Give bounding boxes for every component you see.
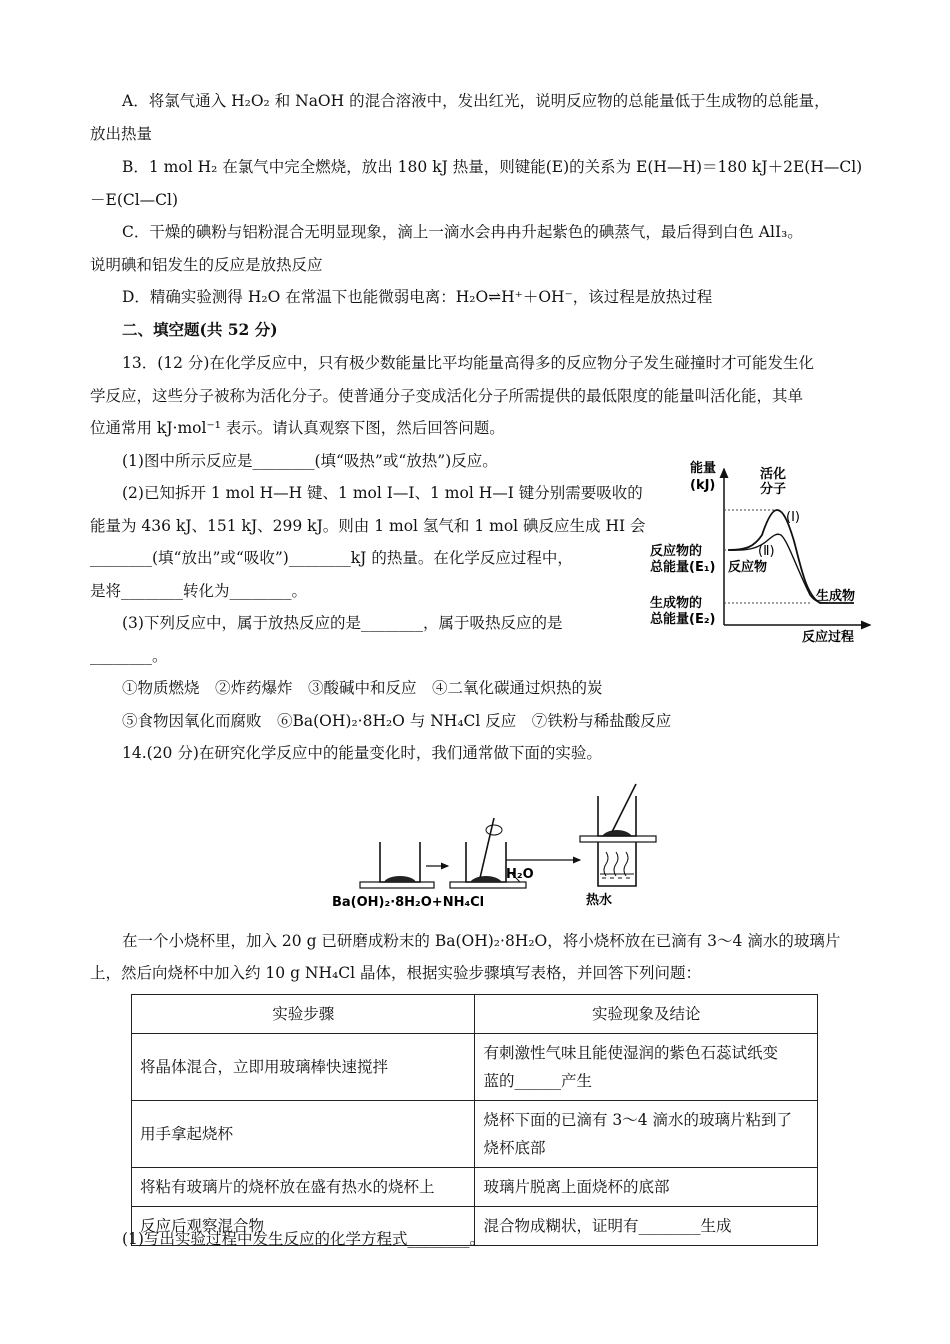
table-cell-result	[475, 1034, 818, 1101]
q14-intro: 14.(20 分)在研究化学反应中的能量变化时，我们通常做下面的实验。	[122, 744, 602, 762]
product-energy-label1: 生成物的	[650, 596, 703, 611]
q13-part2-line1: (2)已知拆开 1 mol H—H 键、1 mol I—I、1 mol H—I 键分别需要吸收的	[122, 484, 643, 502]
table-cell-text: 烧杯下面的已滴有 3～4 滴水的玻璃片粘到了	[483, 1111, 793, 1129]
q13-intro-line2: 学反应，这些分子被称为活化分子。使普通分子变成活化分子所需提供的最低限度的能量叫活化能，其单	[90, 387, 804, 405]
q13-intro-line1: 13．(12 分)在化学反应中，只有极少数能量比平均能量高得多的反应物分子发生碰撞时才可能发生化	[122, 354, 814, 372]
table-row	[132, 1168, 818, 1207]
table-cell-step: 反应后观察混合物	[132, 1207, 475, 1246]
product-energy-label2: 总能量(E₂)	[650, 612, 716, 627]
q14-body-line2: 上，然后向烧杯中加入约 10 g NH₄Cl 晶体，根据实验步骤填写表格，并回答下列问题：	[90, 964, 701, 982]
option-b-line2: －E(Cl—Cl)	[90, 191, 179, 209]
table-cell-step: 用手拿起烧杯	[132, 1101, 475, 1168]
table-header-result: 实验现象及结论	[475, 995, 818, 1034]
x-axis-label: 反应过程	[802, 630, 855, 645]
table-row	[132, 1101, 818, 1168]
q14-body-line1: 在一个小烧杯里，加入 20 g 已研磨成粉末的 Ba(OH)₂·8H₂O，将小烧杯放在已滴有 3～4 滴水的玻璃片	[122, 932, 841, 950]
q13-part1: (1)图中所示反应是________(填“吸热”或“放热”)反应。	[122, 452, 498, 470]
peak-label-line1: 活化	[760, 467, 787, 482]
option-c-line1: C．干燥的碘粉与铝粉混合无明显现象，滴上一滴水会冉冉升起紫色的碘蒸气，最后得到白色 AlI₃。	[122, 223, 803, 241]
option-d-line: D．精确实验测得 H₂O 在常温下也能微弱电离：H₂O⇌H⁺＋OH⁻，该过程是放热过程	[122, 288, 713, 306]
experiment-table	[131, 994, 818, 1246]
table-cell-step: 将晶体混合，立即用玻璃棒快速搅拌	[132, 1034, 475, 1101]
water-label: H₂O	[506, 867, 534, 882]
section-heading: 二、填空题(共 52 分)	[122, 320, 278, 339]
reactant-energy-label1: 反应物的	[650, 544, 703, 559]
y-axis-unit: (kJ)	[690, 478, 716, 493]
table-header-row	[132, 995, 818, 1034]
q13-options-line2: ⑤食物因氧化而腐败 ⑥Ba(OH)₂·8H₂O 与 NH₄Cl 反应 ⑦铁粉与稀盐酸反应	[122, 712, 672, 730]
table-cell-result: 玻璃片脱离上面烧杯的底部	[475, 1168, 818, 1207]
curve-label-1: (Ⅰ)	[786, 510, 800, 525]
y-axis-label: 能量	[690, 461, 717, 476]
table-cell-text: 烧杯底部	[483, 1139, 546, 1157]
q13-intro-line3: 位通常用 kJ·mol⁻¹ 表示。请认真观察下图，然后回答问题。	[90, 419, 505, 437]
curve-label-2: (Ⅱ)	[758, 544, 775, 559]
option-b-line1: B．1 mol H₂ 在氯气中完全燃烧，放出 180 kJ 热量，则键能(E)的关系为 E(H—H)＝180 kJ＋2E(H—Cl)	[122, 158, 863, 176]
reagent-label: Ba(OH)₂·8H₂O+NH₄Cl	[332, 895, 485, 910]
beaker-1	[360, 842, 434, 888]
product-tag: 生成物	[816, 589, 856, 604]
table-row	[132, 1034, 818, 1101]
q14-part1: (1)写出实验过程中发生反应的化学方程式________。	[122, 1230, 485, 1248]
option-a-line1: A．将氯气通入 H₂O₂ 和 NaOH 的混合溶液中，发出红光，说明反应物的总能量低于生成物的总能量，	[122, 92, 830, 110]
q13-part2-line4: 是将________转化为________。	[90, 582, 308, 600]
table-cell-result: 混合物成糊状，证明有________生成	[475, 1207, 818, 1246]
experiment-illustration	[330, 778, 660, 918]
q13-options-line1: ①物质燃烧 ②炸药爆炸 ③酸碱中和反应 ④二氧化碳通过炽热的炭	[122, 679, 603, 697]
table-header-step: 实验步骤	[132, 995, 475, 1034]
option-a-line2: 放出热量	[90, 125, 153, 143]
table-cell-text: 蓝的______产生	[483, 1072, 592, 1090]
peak-label-line2: 分子	[760, 482, 787, 497]
hot-water-label: 热水	[586, 893, 613, 908]
table-cell-result	[475, 1101, 818, 1168]
option-c-line2: 说明碘和铝发生的反应是放热反应	[90, 256, 323, 274]
energy-diagram	[648, 455, 878, 645]
reactant-energy-label2: 总能量(E₁)	[650, 560, 716, 575]
table-cell-step: 将粘有玻璃片的烧杯放在盛有热水的烧杯上	[132, 1168, 475, 1207]
q13-part2-line3: ________(填“放出”或“吸收”)________kJ 的热量。在化学反应过程中，	[90, 549, 573, 567]
q13-part2-line2: 能量为 436 kJ、151 kJ、299 kJ。则由 1 mol 氢气和 1 mol 碘反应生成 HI 会	[90, 517, 646, 535]
beaker-3	[580, 784, 656, 886]
reactant-tag: 反应物	[728, 560, 768, 575]
q13-part3-line2: ________。	[90, 647, 168, 665]
table-cell-text: 有刺激性气味且能使湿润的紫色石蕊试纸变	[483, 1044, 778, 1062]
q13-part3-line1: (3)下列反应中，属于放热反应的是________，属于吸热反应的是	[122, 614, 563, 632]
